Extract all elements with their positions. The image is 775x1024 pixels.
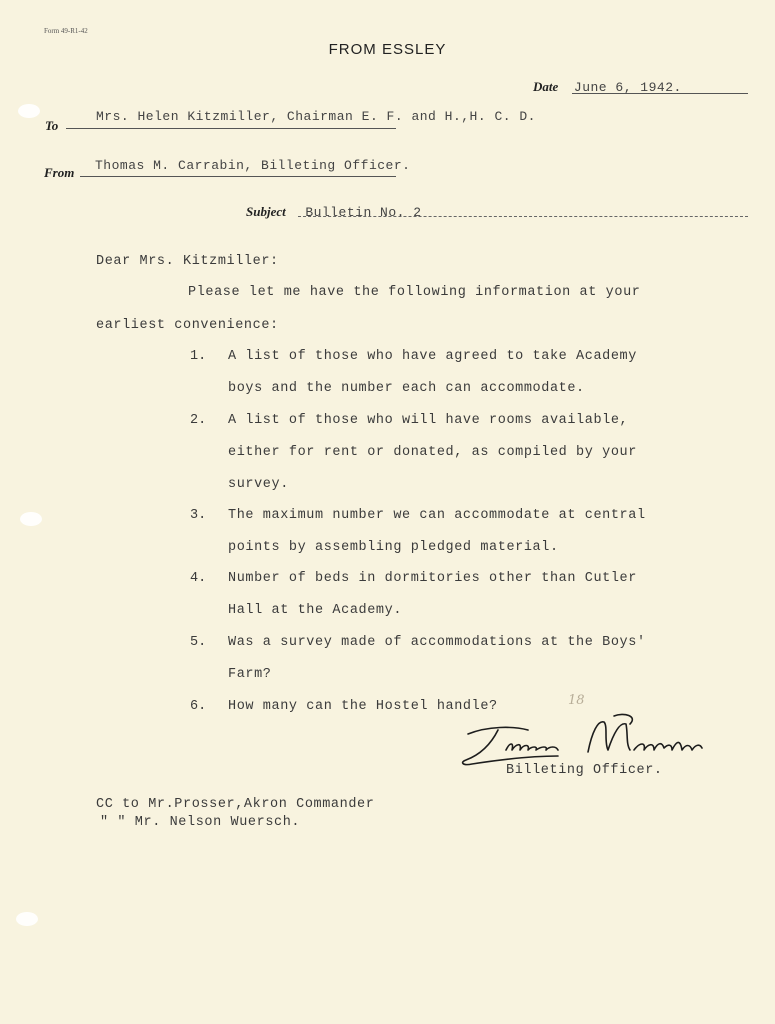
item-1-line-2: boys and the number each can accommodate. xyxy=(228,381,585,396)
subject-row xyxy=(246,203,422,221)
punch-hole xyxy=(18,104,40,118)
to-label: To xyxy=(45,118,59,133)
item-5-line-2: Farm? xyxy=(228,667,272,682)
date-value: June 6, 1942. xyxy=(573,80,682,95)
item-3-line-1: The maximum number we can accommodate at central xyxy=(228,508,646,523)
from-value: Thomas M. Carrabin, Billeting Officer. xyxy=(95,158,411,173)
signature-title: Billeting Officer. xyxy=(506,763,663,778)
item-6-line-1: How many can the Hostel handle? xyxy=(228,699,498,714)
item-3-number: 3. xyxy=(190,508,207,523)
item-5-line-1: Was a survey made of accommodations at the Boys' xyxy=(228,635,646,650)
item-2-line-1: A list of those who will have rooms available, xyxy=(228,413,629,428)
item-4-line-1: Number of beds in dormitories other than Cutler xyxy=(228,571,637,586)
to-underline xyxy=(66,128,396,129)
subject-label: Subject xyxy=(246,204,286,219)
date-underline xyxy=(572,93,748,94)
form-number: Form 49-R1-42 xyxy=(44,27,88,35)
item-1-number: 1. xyxy=(190,349,207,364)
item-4-number: 4. xyxy=(190,571,207,586)
handwritten-note: 18 xyxy=(568,693,585,708)
item-2-line-2: either for rent or donated, as compiled by your xyxy=(228,445,637,460)
punch-hole xyxy=(20,512,42,526)
punch-hole xyxy=(16,912,38,926)
item-3-line-2: points by assembling pledged material. xyxy=(228,540,559,555)
item-2-line-3: survey. xyxy=(228,477,289,492)
subject-value: Bulletin No. 2 xyxy=(305,205,422,220)
intro-line-1: Please let me have the following information at your xyxy=(188,285,641,300)
cc-line-2: " " Mr. Nelson Wuersch. xyxy=(100,815,301,830)
salutation: Dear Mrs. Kitzmiller: xyxy=(96,254,279,269)
to-value: Mrs. Helen Kitzmiller, Chairman E. F. and H.,H. C. D. xyxy=(96,109,536,124)
item-2-number: 2. xyxy=(190,413,207,428)
date-label: Date xyxy=(533,79,559,94)
item-5-number: 5. xyxy=(190,635,207,650)
subject-underline xyxy=(298,216,748,217)
item-4-line-2: Hall at the Academy. xyxy=(228,603,403,618)
from-underline xyxy=(80,176,396,177)
intro-line-2: earliest convenience: xyxy=(96,318,279,333)
from-label: From xyxy=(44,165,75,180)
cc-line-1: CC to Mr.Prosser,Akron Commander xyxy=(96,797,375,812)
memo-header: FROM ESSLEY xyxy=(328,41,447,58)
item-6-number: 6. xyxy=(190,699,207,714)
item-1-line-1: A list of those who have agreed to take Academy xyxy=(228,349,637,364)
